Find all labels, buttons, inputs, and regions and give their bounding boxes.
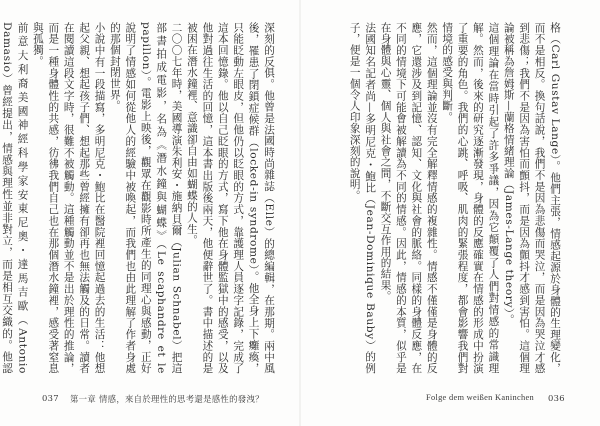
- right-page: [301, 0, 600, 426]
- paragraph: 小說中有一段描寫，多明尼克・鮑比在醫院裡回憶起過去的生活：他想起父親、想起孩子們、想起那些曾經擁有卻再也無法觸及的日常。讀者在閱讀這段文字時，很難不被觸動。這種觸動並不是出於理性的推論，而是一種身體性的共感，彷彿我們自己也在那個潛水鐘裡，感受著窒息與孤獨。: [31, 22, 106, 374]
- paragraph: 前意大利裔美國神經科學家安東尼奧・達馬吉歐（Antonio Damasio）曾經提出，情感與理性並非對立，而是相互交織的。他認: [1, 22, 29, 374]
- page-number: 037: [42, 393, 59, 403]
- paragraph: 格（Carl Gustav Lange）。他們主張，情感起源於身體的生理變化，而不是相反。換句話說，我們不是因為悲傷而哭泣，而是因為哭泣才感到悲傷；我們不是因為害怕而顫抖，而是因為顫抖才感到害怕。這個理論被稱為詹姆斯—蘭格情緒理論（James-Lange theory）。: [502, 22, 561, 374]
- right-page-body: [324, 22, 562, 374]
- paragraph: 這個理論在當時引起了許多爭議，因為它顛覆了人們對情感的常識理解。然而，後來的研究逐漸發現，身體的反應確實在情感的形成中扮演了重要的角色。我們的心跳、呼吸、肌肉的緊張程度，都會影響我們對情境的感受與判斷。: [441, 22, 500, 374]
- running-head: Folge dem weißen Kaninchen: [426, 393, 535, 402]
- page-number: 036: [548, 393, 565, 403]
- paragraph: 然而，這個理論並沒有完全解釋情感的複雜性。情感不僅僅是身體的反應，它還涉及到記憶、認知、文化與社會的脈絡。同樣的身體反應，在不同的情境下可能會被解讀為不同的情感。因此，情感的本質，似乎是在身體與心靈、個人與社會之間，不斷交互作用的結果。: [379, 22, 438, 374]
- left-page: [0, 0, 299, 426]
- left-page-body: [1, 22, 276, 374]
- paragraph: 二〇〇七年時，美國導演朱利安・施納貝爾（Julian Schnabel）把這部書拍成電影，名為《潛水鐘與蝴蝶》（Le scaphandre et le papillon）。電影上映後，觀眾在觀影時所產生的同理心與感動，正好說明了情感如何從他人的經驗中被喚起，而我們也由此理解了作者身處的那個封閉世界。: [108, 22, 183, 374]
- paragraph: 法國知名記者尚—多明尼克・鮑比（Jean-Dominique Bauby）的例子，便是一個令人印象深刻的說明。: [348, 22, 377, 374]
- paragraph: 深刻的反俱。他曾是法國時尚雜誌（Elle）的總編輯，在那期。兩中風後，罹患了閉鎖症候群（locked-in syndrome）。他全身上下癱瘓，只能眨動左眼皮，但他仍以眨眼的方式，靠護理人員逐字記錄，完成了這本回憶錄。他以自己眨眼的方式，寫下他在身體監獄中的感受，以及他對過往生活的回憶，這本書出版後兩天，他便辭世了。書中描述的是被困在潛水鐘裡、意識卻自由如蝴蝶的人生。: [185, 22, 275, 374]
- running-head: 第一章 情感，來自於理性的思考還是感性的發洩？: [70, 394, 264, 404]
